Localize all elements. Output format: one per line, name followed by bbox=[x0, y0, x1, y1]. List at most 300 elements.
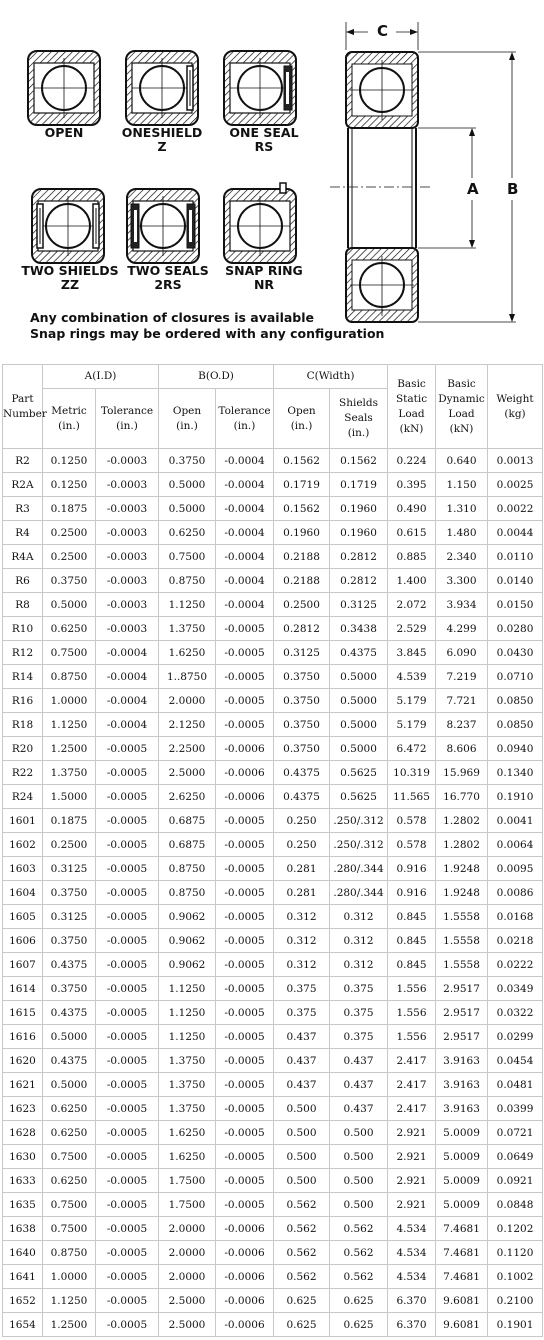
cell-weight: 0.2100 bbox=[488, 1289, 543, 1313]
cell-a-tolerance: -0.0005 bbox=[96, 1121, 159, 1145]
cell-b-open: 2.0000 bbox=[159, 1265, 216, 1289]
cell-static-load: 0.395 bbox=[388, 473, 436, 497]
cell-b-tolerance: -0.0005 bbox=[216, 1001, 274, 1025]
header-tolerance-b: Tolerance (in.) bbox=[216, 389, 274, 449]
cell-static-load: 2.921 bbox=[388, 1169, 436, 1193]
cell-c-shields-seals: 0.625 bbox=[330, 1289, 388, 1313]
cell-c-open: 0.250 bbox=[274, 833, 330, 857]
cell-part-number: R4 bbox=[3, 521, 43, 545]
cell-weight: 0.0454 bbox=[488, 1049, 543, 1073]
cell-c-open: 0.4375 bbox=[274, 785, 330, 809]
header-open-c: Open (in.) bbox=[274, 389, 330, 449]
cell-dynamic-load: 0.640 bbox=[436, 449, 488, 473]
cell-weight: 0.0140 bbox=[488, 569, 543, 593]
cell-a-tolerance: -0.0005 bbox=[96, 737, 159, 761]
cell-a-metric: 0.7500 bbox=[43, 1145, 96, 1169]
cell-static-load: 2.921 bbox=[388, 1193, 436, 1217]
cell-dynamic-load: 7.721 bbox=[436, 689, 488, 713]
cell-c-open: 0.3750 bbox=[274, 689, 330, 713]
cell-part-number: 1652 bbox=[3, 1289, 43, 1313]
table-row bbox=[3, 473, 543, 497]
cell-part-number: 1604 bbox=[3, 881, 43, 905]
table-row bbox=[3, 1049, 543, 1073]
cell-a-tolerance: -0.0005 bbox=[96, 1001, 159, 1025]
cell-b-tolerance: -0.0006 bbox=[216, 785, 274, 809]
cell-part-number: R20 bbox=[3, 737, 43, 761]
cell-part-number: 1641 bbox=[3, 1265, 43, 1289]
cell-part-number: 1614 bbox=[3, 977, 43, 1001]
table-row bbox=[3, 1193, 543, 1217]
cell-c-open: 0.1719 bbox=[274, 473, 330, 497]
header-static-load: Basic Static Load (kN) bbox=[388, 365, 436, 449]
cell-c-shields-seals: 0.1562 bbox=[330, 449, 388, 473]
cell-c-open: 0.3750 bbox=[274, 713, 330, 737]
cell-part-number: 1628 bbox=[3, 1121, 43, 1145]
cell-b-tolerance: -0.0006 bbox=[216, 1313, 274, 1337]
table-row bbox=[3, 1313, 543, 1337]
cell-c-shields-seals: .280/.344 bbox=[330, 857, 388, 881]
cell-a-metric: 0.3750 bbox=[43, 881, 96, 905]
bearing-oneseal-drawing bbox=[224, 51, 296, 125]
cell-part-number: 1638 bbox=[3, 1217, 43, 1241]
cell-a-metric: 0.8750 bbox=[43, 1241, 96, 1265]
cell-weight: 0.1340 bbox=[488, 761, 543, 785]
cell-c-open: 0.312 bbox=[274, 905, 330, 929]
cell-c-open: 0.437 bbox=[274, 1049, 330, 1073]
cell-weight: 0.0399 bbox=[488, 1097, 543, 1121]
cell-b-open: 1.3750 bbox=[159, 1073, 216, 1097]
table-body bbox=[3, 449, 543, 1337]
table-row bbox=[3, 1265, 543, 1289]
cell-a-tolerance: -0.0005 bbox=[96, 809, 159, 833]
cell-a-metric: 0.2500 bbox=[43, 545, 96, 569]
cell-static-load: 2.072 bbox=[388, 593, 436, 617]
cell-static-load: 1.556 bbox=[388, 1025, 436, 1049]
cell-b-tolerance: -0.0005 bbox=[216, 905, 274, 929]
cell-dynamic-load: 1.480 bbox=[436, 521, 488, 545]
header-tolerance-a: Tolerance (in.) bbox=[96, 389, 159, 449]
bearing-snapring-drawing bbox=[224, 183, 296, 263]
header-a-group: A(I.D) bbox=[43, 365, 159, 389]
cell-weight: 0.1002 bbox=[488, 1265, 543, 1289]
bearing-open-drawing bbox=[28, 51, 100, 125]
cell-a-tolerance: -0.0003 bbox=[96, 545, 159, 569]
cell-c-open: 0.1562 bbox=[274, 497, 330, 521]
header-part-number: Part Number bbox=[3, 365, 43, 449]
cell-a-metric: 0.3750 bbox=[43, 569, 96, 593]
cell-a-metric: 0.2500 bbox=[43, 521, 96, 545]
header-c-group: C(Width) bbox=[274, 365, 388, 389]
cell-a-tolerance: -0.0005 bbox=[96, 1217, 159, 1241]
cell-part-number: 1603 bbox=[3, 857, 43, 881]
cell-a-tolerance: -0.0003 bbox=[96, 473, 159, 497]
cell-c-shields-seals: 0.625 bbox=[330, 1313, 388, 1337]
bearing-twoseals-drawing bbox=[127, 189, 199, 263]
table-row bbox=[3, 1289, 543, 1313]
cell-c-open: 0.625 bbox=[274, 1313, 330, 1337]
cell-b-open: 2.5000 bbox=[159, 1313, 216, 1337]
cell-dynamic-load: 16.770 bbox=[436, 785, 488, 809]
table-row bbox=[3, 1121, 543, 1145]
bearing-drawings bbox=[0, 0, 544, 360]
table-row bbox=[3, 905, 543, 929]
cell-a-metric: 0.6250 bbox=[43, 1097, 96, 1121]
cell-c-shields-seals: 0.3125 bbox=[330, 593, 388, 617]
table-row bbox=[3, 569, 543, 593]
cell-weight: 0.0064 bbox=[488, 833, 543, 857]
cell-static-load: 0.916 bbox=[388, 881, 436, 905]
cell-dynamic-load: 1.5558 bbox=[436, 929, 488, 953]
cell-static-load: 0.845 bbox=[388, 953, 436, 977]
cell-b-tolerance: -0.0004 bbox=[216, 569, 274, 593]
cell-c-shields-seals: 0.2812 bbox=[330, 545, 388, 569]
cell-c-shields-seals: 0.2812 bbox=[330, 569, 388, 593]
closure-code: NR bbox=[253, 277, 275, 292]
cell-a-tolerance: -0.0005 bbox=[96, 833, 159, 857]
closure-name: ONE SEAL bbox=[229, 125, 299, 140]
cell-b-tolerance: -0.0005 bbox=[216, 689, 274, 713]
cell-part-number: R2 bbox=[3, 449, 43, 473]
cell-a-metric: 0.4375 bbox=[43, 1001, 96, 1025]
cell-a-tolerance: -0.0005 bbox=[96, 785, 159, 809]
cell-c-shields-seals: 0.437 bbox=[330, 1073, 388, 1097]
cell-b-open: 0.6875 bbox=[159, 833, 216, 857]
table-row bbox=[3, 521, 543, 545]
cell-a-tolerance: -0.0005 bbox=[96, 1289, 159, 1313]
cell-part-number: 1607 bbox=[3, 953, 43, 977]
cell-b-tolerance: -0.0005 bbox=[216, 881, 274, 905]
cell-weight: 0.0150 bbox=[488, 593, 543, 617]
cell-c-open: 0.2812 bbox=[274, 617, 330, 641]
cell-part-number: 1602 bbox=[3, 833, 43, 857]
cell-b-open: 0.3750 bbox=[159, 449, 216, 473]
cell-c-open: 0.2188 bbox=[274, 569, 330, 593]
cell-weight: 0.0086 bbox=[488, 881, 543, 905]
cell-b-tolerance: -0.0005 bbox=[216, 1097, 274, 1121]
cell-b-tolerance: -0.0004 bbox=[216, 593, 274, 617]
cell-part-number: R4A bbox=[3, 545, 43, 569]
cell-c-shields-seals: 0.312 bbox=[330, 929, 388, 953]
table-row bbox=[3, 929, 543, 953]
dimension-a-label: A bbox=[467, 180, 479, 198]
cell-part-number: 1630 bbox=[3, 1145, 43, 1169]
cell-b-tolerance: -0.0004 bbox=[216, 497, 274, 521]
cell-b-tolerance: -0.0006 bbox=[216, 1241, 274, 1265]
cell-c-shields-seals: .250/.312 bbox=[330, 809, 388, 833]
closure-name: TWO SHIELDS bbox=[21, 263, 119, 278]
cell-c-shields-seals: 0.1960 bbox=[330, 497, 388, 521]
cell-weight: 0.0025 bbox=[488, 473, 543, 497]
cell-b-open: 2.2500 bbox=[159, 737, 216, 761]
cell-dynamic-load: 6.090 bbox=[436, 641, 488, 665]
cell-weight: 0.0649 bbox=[488, 1145, 543, 1169]
cell-c-shields-seals: 0.375 bbox=[330, 1001, 388, 1025]
cell-a-metric: 1.3750 bbox=[43, 761, 96, 785]
cell-c-shields-seals: 0.375 bbox=[330, 977, 388, 1001]
cell-static-load: 0.224 bbox=[388, 449, 436, 473]
cell-b-tolerance: -0.0004 bbox=[216, 521, 274, 545]
table-row bbox=[3, 785, 543, 809]
cell-dynamic-load: 5.0009 bbox=[436, 1145, 488, 1169]
table-row bbox=[3, 833, 543, 857]
cell-b-tolerance: -0.0004 bbox=[216, 545, 274, 569]
cell-c-shields-seals: 0.437 bbox=[330, 1097, 388, 1121]
cell-c-shields-seals: 0.5000 bbox=[330, 737, 388, 761]
cell-c-shields-seals: 0.500 bbox=[330, 1121, 388, 1145]
cell-b-tolerance: -0.0005 bbox=[216, 1025, 274, 1049]
cell-weight: 0.0168 bbox=[488, 905, 543, 929]
cell-b-tolerance: -0.0006 bbox=[216, 737, 274, 761]
table-row bbox=[3, 545, 543, 569]
cell-dynamic-load: 5.0009 bbox=[436, 1121, 488, 1145]
cell-weight: 0.0322 bbox=[488, 1001, 543, 1025]
cell-b-open: 0.7500 bbox=[159, 545, 216, 569]
cell-dynamic-load: 4.299 bbox=[436, 617, 488, 641]
cell-weight: 0.0921 bbox=[488, 1169, 543, 1193]
cell-static-load: 4.539 bbox=[388, 665, 436, 689]
cell-part-number: 1623 bbox=[3, 1097, 43, 1121]
cell-c-shields-seals: .250/.312 bbox=[330, 833, 388, 857]
cell-static-load: 2.417 bbox=[388, 1049, 436, 1073]
cell-c-open: 0.3125 bbox=[274, 641, 330, 665]
table-row bbox=[3, 857, 543, 881]
cell-c-shields-seals: 0.5625 bbox=[330, 785, 388, 809]
table-row bbox=[3, 1169, 543, 1193]
cell-b-tolerance: -0.0004 bbox=[216, 473, 274, 497]
cell-dynamic-load: 7.219 bbox=[436, 665, 488, 689]
cell-a-metric: 1.2500 bbox=[43, 1313, 96, 1337]
cell-dynamic-load: 5.0009 bbox=[436, 1193, 488, 1217]
cell-b-tolerance: -0.0005 bbox=[216, 665, 274, 689]
header-metric: Metric (in.) bbox=[43, 389, 96, 449]
cell-a-tolerance: -0.0005 bbox=[96, 857, 159, 881]
cell-b-open: 1.3750 bbox=[159, 1097, 216, 1121]
cell-b-open: 1.7500 bbox=[159, 1193, 216, 1217]
cell-a-metric: 1.1250 bbox=[43, 1289, 96, 1313]
cell-part-number: R2A bbox=[3, 473, 43, 497]
cell-dynamic-load: 3.9163 bbox=[436, 1097, 488, 1121]
cell-a-tolerance: -0.0003 bbox=[96, 569, 159, 593]
cell-b-open: 1.1250 bbox=[159, 1025, 216, 1049]
cell-b-tolerance: -0.0005 bbox=[216, 1121, 274, 1145]
cell-part-number: R22 bbox=[3, 761, 43, 785]
cell-b-open: 1.1250 bbox=[159, 593, 216, 617]
cell-b-tolerance: -0.0005 bbox=[216, 713, 274, 737]
bearing-diagram bbox=[0, 0, 544, 360]
cell-b-open: 2.0000 bbox=[159, 689, 216, 713]
cell-b-open: 1.3750 bbox=[159, 617, 216, 641]
cell-a-metric: 0.3750 bbox=[43, 977, 96, 1001]
bearing-oneshield-drawing bbox=[126, 51, 198, 125]
cell-dynamic-load: 7.4681 bbox=[436, 1265, 488, 1289]
cell-dynamic-load: 2.9517 bbox=[436, 1025, 488, 1049]
closure-label-oneseal bbox=[218, 126, 310, 154]
header-b-group: B(O.D) bbox=[159, 365, 274, 389]
cell-c-shields-seals: 0.500 bbox=[330, 1169, 388, 1193]
cell-b-tolerance: -0.0005 bbox=[216, 1049, 274, 1073]
cell-c-open: 0.3750 bbox=[274, 737, 330, 761]
cell-c-shields-seals: 0.500 bbox=[330, 1145, 388, 1169]
cell-part-number: 1633 bbox=[3, 1169, 43, 1193]
cell-part-number: 1605 bbox=[3, 905, 43, 929]
cell-a-metric: 0.8750 bbox=[43, 665, 96, 689]
cell-part-number: 1620 bbox=[3, 1049, 43, 1073]
cell-a-tolerance: -0.0005 bbox=[96, 1025, 159, 1049]
cell-c-open: 0.250 bbox=[274, 809, 330, 833]
cell-dynamic-load: 8.237 bbox=[436, 713, 488, 737]
cell-part-number: R24 bbox=[3, 785, 43, 809]
closure-label-oneshield bbox=[116, 126, 208, 154]
cell-b-open: 2.5000 bbox=[159, 761, 216, 785]
cell-weight: 0.0430 bbox=[488, 641, 543, 665]
cell-static-load: 2.921 bbox=[388, 1121, 436, 1145]
cell-b-open: 0.9062 bbox=[159, 905, 216, 929]
cell-weight: 0.0299 bbox=[488, 1025, 543, 1049]
closure-code: Z bbox=[157, 139, 167, 154]
cell-static-load: 0.916 bbox=[388, 857, 436, 881]
cell-a-tolerance: -0.0005 bbox=[96, 1145, 159, 1169]
cell-b-tolerance: -0.0005 bbox=[216, 953, 274, 977]
cell-c-shields-seals: 0.3438 bbox=[330, 617, 388, 641]
cell-a-metric: 0.6250 bbox=[43, 1169, 96, 1193]
cell-b-open: 1.3750 bbox=[159, 1049, 216, 1073]
cell-b-open: 1.1250 bbox=[159, 977, 216, 1001]
cell-b-open: 2.0000 bbox=[159, 1241, 216, 1265]
cell-c-open: 0.562 bbox=[274, 1217, 330, 1241]
cell-b-tolerance: -0.0006 bbox=[216, 761, 274, 785]
cell-a-tolerance: -0.0005 bbox=[96, 1097, 159, 1121]
header-dynamic-load: Basic Dynamic Load (kN) bbox=[436, 365, 488, 449]
cell-c-open: 0.562 bbox=[274, 1265, 330, 1289]
cell-dynamic-load: 9.6081 bbox=[436, 1313, 488, 1337]
table-row bbox=[3, 449, 543, 473]
table-row bbox=[3, 737, 543, 761]
table-row bbox=[3, 593, 543, 617]
table-row bbox=[3, 641, 543, 665]
cell-a-tolerance: -0.0005 bbox=[96, 1193, 159, 1217]
table-row bbox=[3, 881, 543, 905]
cell-a-tolerance: -0.0004 bbox=[96, 689, 159, 713]
cell-c-shields-seals: 0.5000 bbox=[330, 665, 388, 689]
table-row bbox=[3, 665, 543, 689]
cell-c-open: 0.281 bbox=[274, 881, 330, 905]
cell-a-metric: 0.7500 bbox=[43, 1193, 96, 1217]
cell-c-shields-seals: 0.5625 bbox=[330, 761, 388, 785]
cell-b-open: 0.5000 bbox=[159, 497, 216, 521]
cell-static-load: 0.615 bbox=[388, 521, 436, 545]
table-row bbox=[3, 761, 543, 785]
cell-part-number: 1654 bbox=[3, 1313, 43, 1337]
cell-part-number: R10 bbox=[3, 617, 43, 641]
cell-a-metric: 1.2500 bbox=[43, 737, 96, 761]
cell-a-metric: 1.0000 bbox=[43, 1265, 96, 1289]
cell-weight: 0.0850 bbox=[488, 713, 543, 737]
cell-a-tolerance: -0.0003 bbox=[96, 449, 159, 473]
cell-part-number: R16 bbox=[3, 689, 43, 713]
cell-b-tolerance: -0.0006 bbox=[216, 1265, 274, 1289]
closure-label-snapring bbox=[220, 264, 308, 292]
cell-a-metric: 0.6250 bbox=[43, 617, 96, 641]
cell-dynamic-load: 2.9517 bbox=[436, 977, 488, 1001]
cell-weight: 0.0013 bbox=[488, 449, 543, 473]
cell-b-open: 0.9062 bbox=[159, 929, 216, 953]
cell-static-load: 6.370 bbox=[388, 1313, 436, 1337]
cell-part-number: R3 bbox=[3, 497, 43, 521]
cell-b-open: 2.1250 bbox=[159, 713, 216, 737]
cell-part-number: 1606 bbox=[3, 929, 43, 953]
cell-static-load: 4.534 bbox=[388, 1217, 436, 1241]
cell-a-metric: 0.2500 bbox=[43, 833, 96, 857]
cell-a-metric: 1.0000 bbox=[43, 689, 96, 713]
cell-b-open: 0.9062 bbox=[159, 953, 216, 977]
closure-name: TWO SEALS bbox=[127, 263, 209, 278]
cell-weight: 0.0022 bbox=[488, 497, 543, 521]
cell-b-open: 0.8750 bbox=[159, 857, 216, 881]
cell-a-tolerance: -0.0003 bbox=[96, 521, 159, 545]
cell-b-open: 0.6250 bbox=[159, 521, 216, 545]
cell-a-metric: 1.5000 bbox=[43, 785, 96, 809]
cell-weight: 0.1910 bbox=[488, 785, 543, 809]
cell-weight: 0.0218 bbox=[488, 929, 543, 953]
cell-b-open: 1.7500 bbox=[159, 1169, 216, 1193]
cell-c-open: 0.437 bbox=[274, 1025, 330, 1049]
cell-b-open: 2.5000 bbox=[159, 1289, 216, 1313]
cell-static-load: 5.179 bbox=[388, 689, 436, 713]
cell-dynamic-load: 15.969 bbox=[436, 761, 488, 785]
cell-weight: 0.0041 bbox=[488, 809, 543, 833]
cross-section-drawing bbox=[330, 22, 519, 322]
cell-a-metric: 0.5000 bbox=[43, 593, 96, 617]
cell-dynamic-load: 3.934 bbox=[436, 593, 488, 617]
cell-part-number: R8 bbox=[3, 593, 43, 617]
cell-weight: 0.0110 bbox=[488, 545, 543, 569]
cell-weight: 0.0940 bbox=[488, 737, 543, 761]
cell-b-open: 0.8750 bbox=[159, 881, 216, 905]
cell-c-open: 0.1960 bbox=[274, 521, 330, 545]
cell-static-load: 0.490 bbox=[388, 497, 436, 521]
cell-c-open: 0.562 bbox=[274, 1241, 330, 1265]
cell-a-tolerance: -0.0005 bbox=[96, 929, 159, 953]
cell-dynamic-load: 1.310 bbox=[436, 497, 488, 521]
cell-a-metric: 0.4375 bbox=[43, 953, 96, 977]
cell-weight: 0.0710 bbox=[488, 665, 543, 689]
cell-b-tolerance: -0.0005 bbox=[216, 1193, 274, 1217]
cell-b-open: 2.6250 bbox=[159, 785, 216, 809]
cell-static-load: 0.885 bbox=[388, 545, 436, 569]
cell-c-open: 0.625 bbox=[274, 1289, 330, 1313]
closure-name: SNAP RING bbox=[225, 263, 303, 278]
closure-code: ZZ bbox=[60, 277, 80, 292]
table-row bbox=[3, 977, 543, 1001]
closure-code: RS bbox=[254, 139, 274, 154]
cell-a-metric: 0.1250 bbox=[43, 449, 96, 473]
cell-c-shields-seals: 0.562 bbox=[330, 1241, 388, 1265]
cell-a-tolerance: -0.0004 bbox=[96, 641, 159, 665]
cell-c-open: 0.2188 bbox=[274, 545, 330, 569]
dimension-b-label: B bbox=[507, 180, 519, 198]
cell-a-tolerance: -0.0005 bbox=[96, 1241, 159, 1265]
cell-part-number: 1640 bbox=[3, 1241, 43, 1265]
cell-static-load: 4.534 bbox=[388, 1241, 436, 1265]
cell-static-load: 0.578 bbox=[388, 809, 436, 833]
cell-dynamic-load: 1.5558 bbox=[436, 905, 488, 929]
cell-a-tolerance: -0.0004 bbox=[96, 713, 159, 737]
cell-a-metric: 0.5000 bbox=[43, 1025, 96, 1049]
cell-a-metric: 0.1875 bbox=[43, 809, 96, 833]
cell-a-tolerance: -0.0005 bbox=[96, 1169, 159, 1193]
table-row bbox=[3, 1025, 543, 1049]
cell-c-shields-seals: 0.5000 bbox=[330, 713, 388, 737]
